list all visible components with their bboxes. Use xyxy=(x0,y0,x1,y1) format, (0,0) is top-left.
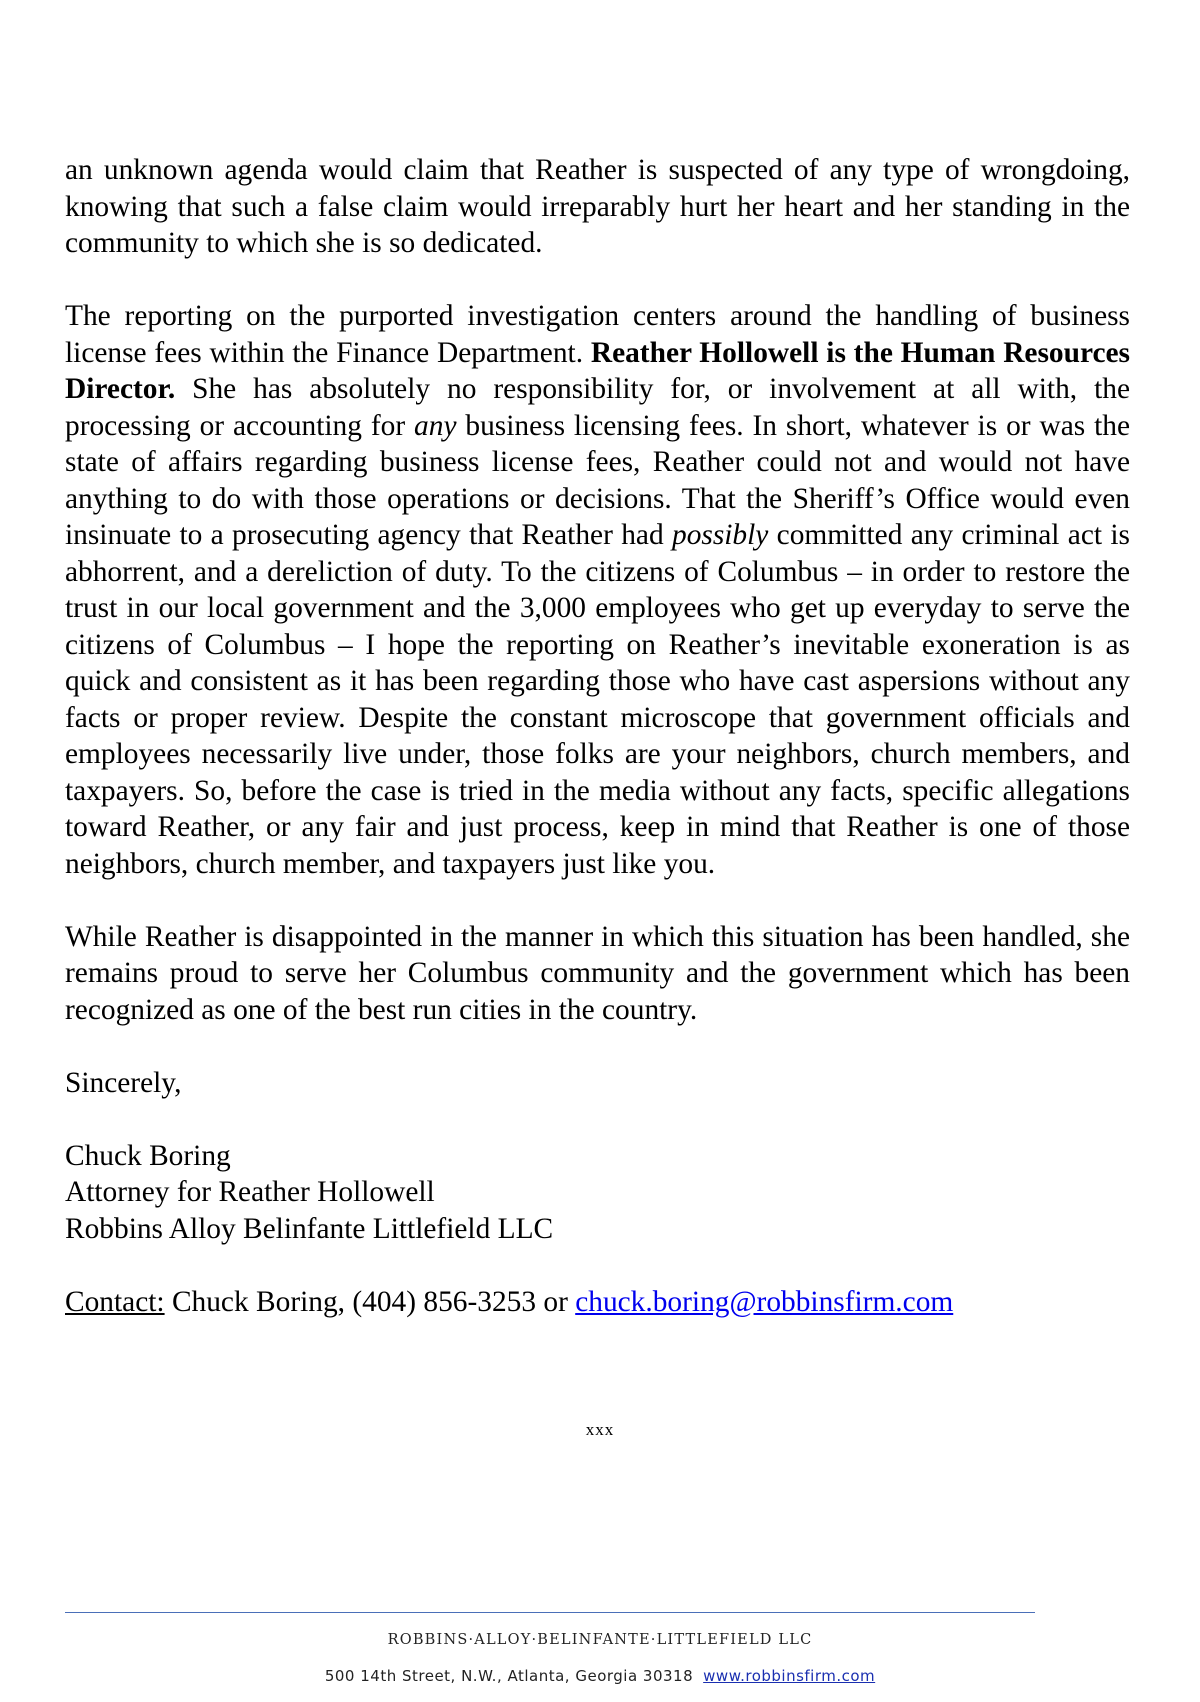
end-marker: xxx xyxy=(585,1420,615,1439)
contact-email-link[interactable]: chuck.boring@robbinsfirm.com xyxy=(575,1285,954,1318)
paragraph-2-italic-any: any xyxy=(414,409,457,442)
footer-address-line xyxy=(0,1667,1200,1685)
signature-firm: Robbins Alloy Belinfante Littlefield LLC xyxy=(65,1212,554,1245)
signature-title: Attorney for Reather Hollowell xyxy=(65,1176,435,1208)
contact-line xyxy=(65,1284,1130,1321)
paragraph-2-text-3: business licensing fees. In short, whatever is or was the state of affairs regarding business license fees, Reather could not and would not have anything to do with those operations or decisions. That the Sheriff’s Office would even insinuate to a prosecuting agency that Reather had xyxy=(65,409,1130,551)
paragraph-2-text-2: She has absolutely no responsibility for, or involvement at all with, the processing or accounting for xyxy=(65,373,1130,442)
footer-divider xyxy=(65,1612,1035,1613)
footer-website-link[interactable]: www.robbinsfirm.com xyxy=(703,1667,876,1685)
paragraph-2-text-1: The reporting on the purported investigation centers around the handling of business license fees within the Finance Department. xyxy=(65,300,1130,369)
letter-body xyxy=(65,152,1130,1320)
paragraph-2 xyxy=(65,298,1130,882)
closing: Sincerely, xyxy=(65,1066,182,1099)
paragraph-3: While Reather is disappointed in the manner in which this situation has been handled, she remains proud to serve her Columbus community and the government which has been recognized as one of the best run cities in the country. xyxy=(65,920,1130,1026)
signature-block xyxy=(65,1138,1130,1248)
paragraph-2-italic-possibly: possibly xyxy=(672,519,769,551)
footer-address: 500 14th Street, N.W., Atlanta, Georgia 30318 xyxy=(324,1667,694,1685)
paragraph-1: an unknown agenda would claim that Reather is suspected of any type of wrongdoing, knowing that such a false claim would irreparably hurt her heart and her standing in the community to which she is so dedicated. xyxy=(65,154,1130,259)
contact-text: Chuck Boring, (404) 856-3253 or xyxy=(164,1285,576,1318)
signature-name: Chuck Boring xyxy=(65,1139,231,1172)
paragraph-2-text-4: committed any criminal act is abhorrent, and a dereliction of duty. To the citizens of Columbus – in order to restore the trust in our local government and the 3,000 employees who get up everyday to serve the citizens of Columbus – I hope the reporting on Reather’s inevitable exoneration is as quick and consistent as it has been regarding those who have cast aspersions without any facts or proper review. Despite the constant microscope that government officials and employees necessarily live under, those folks are your neighbors, church members, and taxpayers. So, before the case is tried in the media without any facts, specific allegations toward Reather, or any fair and just process, keep in mind that Reather is one of those neighbors, church member, and taxpayers just like you. xyxy=(65,519,1130,880)
paragraph-2-bold: Reather Hollowell is the Human Resources Director. xyxy=(65,336,1130,405)
contact-label: Contact: xyxy=(65,1285,165,1318)
footer-firm-name: ROBBINS·ALLOY·BELINFANTE·LITTLEFIELD LLC xyxy=(387,1632,813,1648)
